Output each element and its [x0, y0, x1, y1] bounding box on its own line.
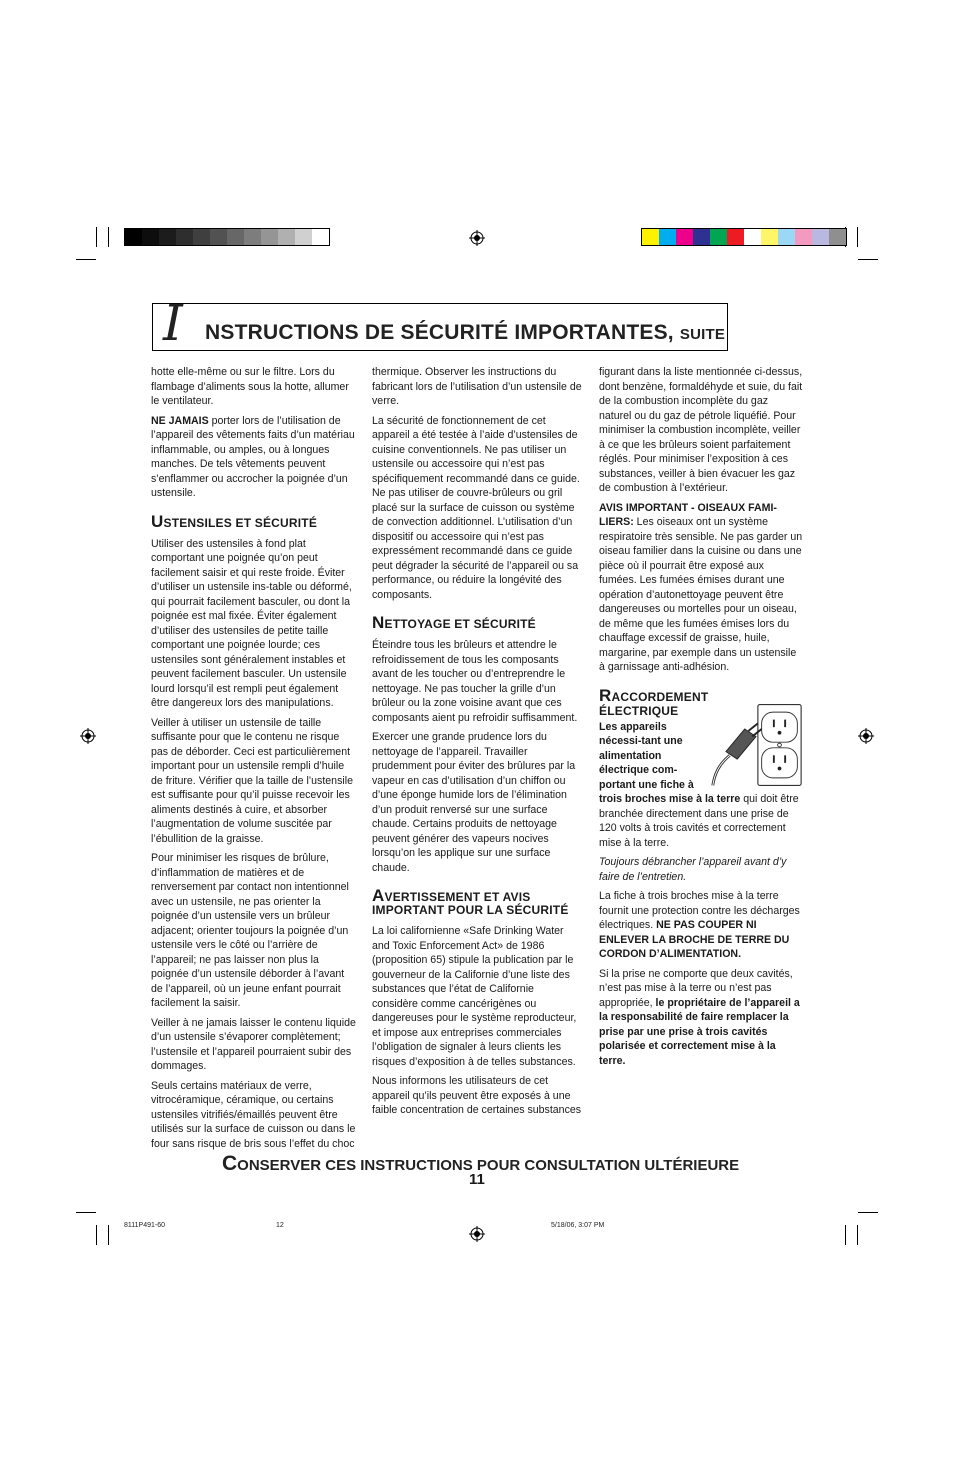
text: Les oiseaux ont un système respiratoire très sensible. Ne pas garder un oiseau familier dans la cuisine ou dans une pièce où il pourrait être exposé aux fumées. Les fumées émises durant une opération d’autonettoyage peuvent être dangereuses ou mortelles pour un oiseau, de même que les fumées émises lors du chauffage excessif de graisse, huile, margarine, par exemple dans un ustensile à garnissage anti-adhésion. [599, 516, 803, 673]
paragraph: Nous informons les utilisateurs de cet appareil qu’ils peuvent être exposés à une faible concentration de certaines substances [372, 1075, 582, 1116]
registration-mark-icon [469, 1226, 485, 1242]
section-heading [151, 511, 357, 531]
text: Si la prise ne comporte que deux cavités, n’est pas mise à la terre ou n’est pas appropriée, [599, 967, 793, 1009]
color-swatch [795, 229, 812, 245]
section-heading [372, 886, 582, 917]
heading-text-line2: ÉLECTRIQUE [599, 703, 679, 718]
footer-initial: C [222, 1152, 238, 1175]
heading-initial: A [372, 886, 385, 905]
crop-mark [857, 227, 858, 247]
text: porter lors de l’utilisation de l’appareil des vêtements faits d’un matériau inflammable, ou amples, ou à longues manches. De tels vêtements peuvent s’enflammer ou accrocher la poignée d’un ustensile. [151, 414, 355, 499]
heading-text: ACCORDEMENT [611, 689, 709, 704]
crop-mark [96, 1225, 97, 1245]
section-heading [372, 613, 582, 632]
paragraph: La sécurité de fonctionnement de cet appareil a été testée à l’aide d’ustensiles de cuisine conventionnels. Ne pas utiliser un ustensile ou accessoire qui n’est pas spécifiquement recommandé dans ce guide. Ne pas utiliser de couvre-brûleurs ou gril placé sur la surface de cuisson ou système de convection additionnel. L’utilisation d’un dispositif ou accessoire qui n’est pas expressément recommandé dans ce guide peut dégrader la sécurité de l’appareil ou sa performance, ou réduire la longévité des composants. [372, 414, 580, 601]
gray-swatch [261, 229, 278, 245]
gray-swatch [193, 229, 210, 245]
crop-mark [108, 1225, 109, 1245]
paragraph: Veiller à utiliser un ustensile de taille suffisante pour que le contenu ne risque pas de déborder. Ceci est particulièrement important pour un ustensile rempli d’huile de friture. Vérifier que la taille de l’ustensile est suffisante pour qu’il puisse recevoir les aliments destinés à cuire, et absorber l’augmentation de volume suscitée par l’ébullition de la graisse. [151, 716, 353, 845]
paragraph: hotte elle-même ou sur le filtre. Lors du flambage d’aliments sous la hotte, allumer le ventilateur. [151, 366, 349, 407]
paragraph [151, 414, 357, 501]
color-swatch [812, 229, 829, 245]
page-title [152, 294, 728, 352]
bold-text: NE PAS COUPER NI ENLEVER LA BROCHE DE TERRE DU CORDON D’ALIMENTATION. [599, 919, 790, 960]
text: La fiche à trois broches mise à la terre fournit une protection contre les décharges électriques. [599, 890, 800, 931]
heading-text: STENSILES ET SÉCURITÉ [163, 515, 318, 530]
gray-swatch [176, 229, 193, 245]
grayscale-calibration-bar [124, 228, 330, 246]
gray-swatch [278, 229, 295, 245]
column-3 [599, 365, 803, 1073]
color-swatch [829, 229, 846, 245]
heading-initial: N [372, 613, 385, 632]
crop-mark [96, 227, 97, 247]
color-swatch [710, 229, 727, 245]
paragraph [599, 889, 803, 962]
crop-mark [76, 259, 96, 260]
crop-mark [76, 1212, 96, 1213]
gray-swatch [244, 229, 261, 245]
paragraph [599, 967, 803, 1069]
color-swatch [693, 229, 710, 245]
text: qui doit être branchée directement dans une prise de 120 volts à trois cavités et correctement mise à la terre. [599, 793, 799, 849]
title-suite: SUITE [679, 326, 726, 343]
color-swatch [727, 229, 744, 245]
bold-text: le propriétaire de l’appareil a la responsabilité de faire remplacer la prise par une prise à trois cavités polarisée et correctement mise à la terre. [599, 996, 800, 1067]
gray-swatch [227, 229, 244, 245]
crop-mark [845, 1225, 846, 1245]
job-id: 8111P491-60 [124, 1222, 165, 1229]
crop-mark [858, 259, 878, 260]
outlet-plug-illustration [709, 702, 803, 788]
color-swatch [744, 229, 761, 245]
bold-text: AVIS IMPORTANT - OISEAUX FAMI-LIERS: [599, 501, 777, 528]
paragraph [599, 501, 803, 675]
color-swatch [676, 229, 693, 245]
heading-initial: R [599, 685, 612, 705]
heading-initial: U [151, 511, 164, 531]
paragraph: Pour minimiser les risques de brûlure, d’inflammation de matières et de renversement par contact non intentionnel avec un ustensile, ne pas orienter la poignée d’un ustensile vers un brûleur adjacent; orienter toujours la poignée d’un ustensile vers le côté ou l’arrière de l’appareil; ne pas laisser non plus la poignée d’un ustensile déborder à l’avant de l’appareil, où un jeune enfant pourrait facilement la saisir. [151, 852, 349, 1009]
page-number: 11 [469, 1171, 485, 1188]
gray-swatch [125, 229, 142, 245]
color-swatch [642, 229, 659, 245]
registration-mark-icon [80, 728, 96, 744]
registration-mark-icon [858, 728, 874, 744]
registration-mark-icon [469, 230, 485, 246]
bold-text: NE JAMAIS [151, 414, 209, 427]
gray-swatch [295, 229, 312, 245]
bold-text: Les appareils nécessi-tant une alimentation électrique com-portant une fiche à trois broches mise à la terre [599, 720, 741, 805]
gray-swatch [142, 229, 159, 245]
timestamp: 5/18/06, 3:07 PM [551, 1222, 605, 1229]
heading-text: ETTOYAGE ET SÉCURITÉ [384, 617, 536, 631]
gray-swatch [210, 229, 227, 245]
color-calibration-bar [641, 228, 847, 246]
paragraph: thermique. Observer les instructions du fabricant lors de l’utilisation d’un ustensile de verre. [372, 366, 582, 407]
crop-mark [108, 227, 109, 247]
color-swatch [659, 229, 676, 245]
footer-text: ONSERVER CES INSTRUCTIONS POUR CONSULTATION ULTÉRIEURE [237, 1157, 740, 1174]
paragraph: Exercer une grande prudence lors du nettoyage de l’appareil. Travailler prudemment pour éviter des brûlures par la vapeur en cas d’utilisation d’un chiffon ou d’une éponge humide lors de l’élimination d’un produit renversé sur une surface chaude. Certains produits de nettoyage peuvent générer des vapeurs nocives lorsqu’on les applique sur une surface chaude. [372, 731, 576, 874]
crop-mark [858, 1212, 878, 1213]
heading-text: VERTISSEMENT ET AVIS IMPORTANT POUR LA SÉCURITÉ [372, 890, 569, 917]
paragraph: Utiliser des ustensiles à fond plat comportant une poignée qu’on peut facilement saisir et qui reste froide. Éviter d’utiliser un ustensile ins-table ou déformé, qui pourrait facilement basculer, ou dont la poignée est mal fixée. Éviter également d’utiliser des ustensiles de petite taille comportant une poignée lourde; ces ustensiles sont généralement instables et peuvent facilement basculer. Un ustensile lourd lorsqu’il est rempli peut également être dangereux lors des manipulations. [151, 537, 352, 709]
paragraph: Toujours débrancher l’appareil avant d’y faire de l’entretien. [599, 856, 787, 883]
color-swatch [778, 229, 795, 245]
gray-swatch [312, 229, 329, 245]
column-1 [151, 365, 357, 1156]
sheet-number: 12 [276, 1222, 284, 1229]
title-text: NSTRUCTIONS DE SÉCURITÉ IMPORTANTES, [205, 321, 674, 344]
paragraph: Veiller à ne jamais laisser le contenu liquide d’un ustensile s’évaporer complètement; l’ustensile et l’appareil pourraient subir des dommages. [151, 1016, 356, 1072]
paragraph: La loi californienne «Safe Drinking Water and Toxic Enforcement Act» de 1986 (proposition 65) stipule la publication par le gouverneur de la Californie d’une liste des substances que l’état de Californie considère comme cancérigènes ou dangereuses pour le système reproducteur, et impose aux entreprises commerciales l’obligation de signaler à leurs clients les risques d’exposition à de telles substances. [372, 925, 577, 1068]
paragraph: Seuls certains matériaux de verre, vitrocéramique, céramique, ou certains ustensiles vitrifiés/émaillés peuvent être utilisés sur la surface de cuisson ou dans le four sans risque de bris sous l’effet du choc [151, 1079, 356, 1150]
crop-mark [857, 1225, 858, 1245]
paragraph: figurant dans la liste mentionnée ci-dessus, dont benzène, formaldéhyde et suie, du fait de la combustion incomplète du gaz naturel ou du gaz de pétrole liquéfié. Pour minimiser la combustion incomplète, veiller à ce que les brûleurs soient parfaitement réglés. Pour minimiser l’exposition à ces substances, veiller à bien évacuer les gaz de combustion à l’extérieur. [599, 366, 803, 494]
gray-swatch [159, 229, 176, 245]
title-initial: I [163, 294, 183, 352]
color-swatch [761, 229, 778, 245]
paragraph: Éteindre tous les brûleurs et attendre le refroidissement de tous les composants avant de les toucher ou d’entreprendre le nettoyage. Ne pas toucher la grille d’un brûleur ou la zone voisine avant que ces composants aient pu refroidir suffisamment. [372, 639, 578, 724]
column-2 [372, 365, 582, 1123]
